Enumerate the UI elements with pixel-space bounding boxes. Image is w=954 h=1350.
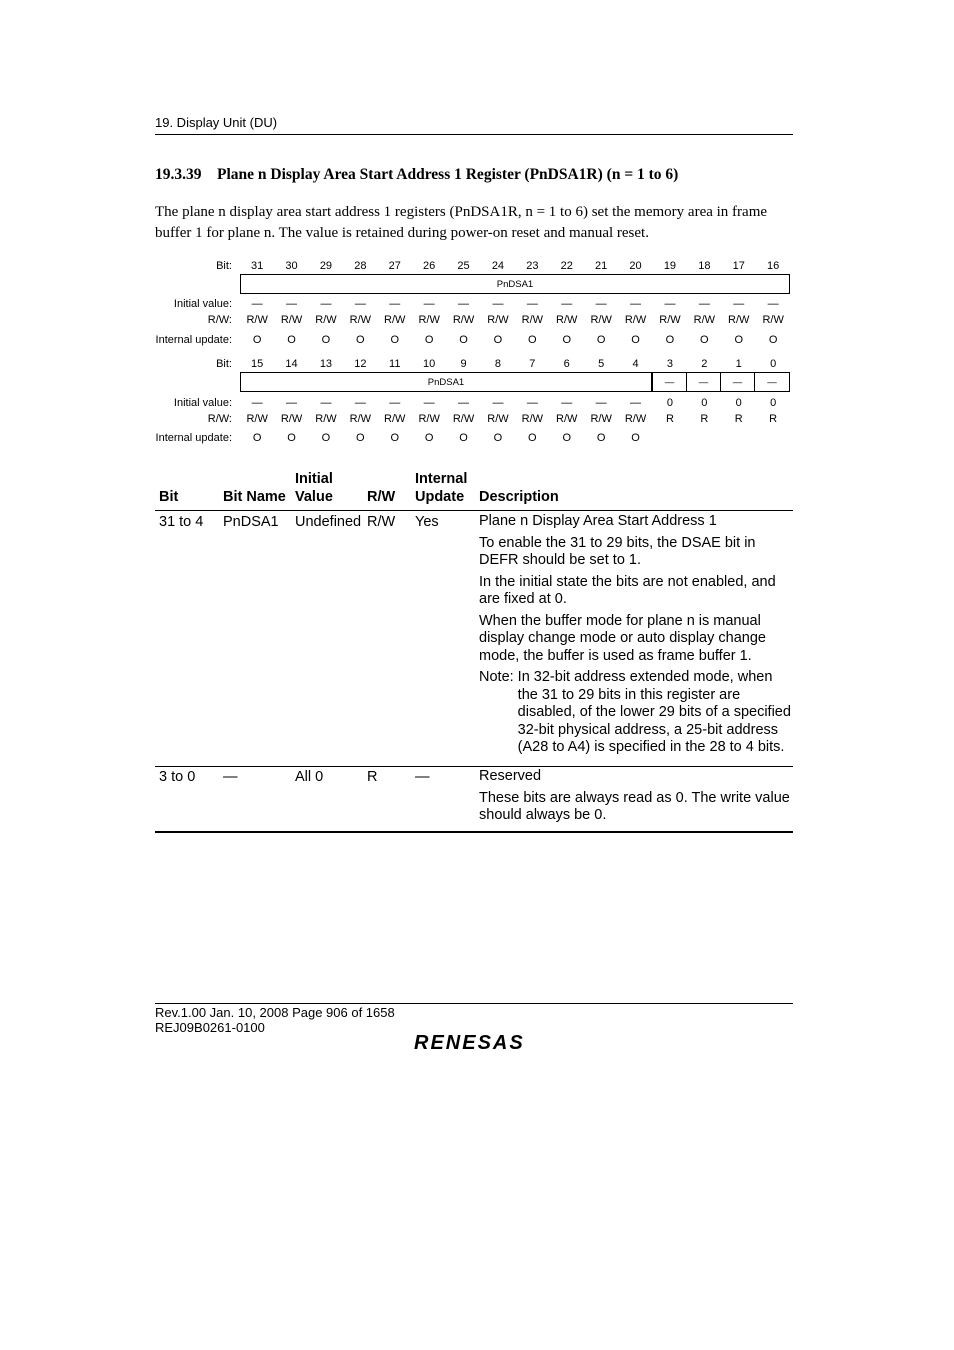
initial-value: — [423, 298, 435, 310]
rw-value: R [769, 413, 778, 425]
desc-text: These bits are always read as 0. The write value should always be 0. [479, 789, 790, 823]
row-initial-value: Undefined [295, 514, 362, 530]
bit-number: 8 [494, 358, 501, 370]
row-initial-value: All 0 [295, 769, 324, 785]
update-flag: O [459, 334, 468, 346]
rw-value: R/W [556, 314, 578, 326]
update-flag: O [356, 334, 365, 346]
note-label: Note: [479, 669, 514, 685]
update-flag: O [424, 334, 434, 346]
bit-number: 23 [526, 260, 539, 272]
initial-label: Initial value: [173, 298, 232, 310]
bit-number: 3 [666, 358, 673, 370]
lower-field-box [240, 372, 652, 392]
bit-number: 21 [595, 260, 608, 272]
initial-value: — [423, 397, 435, 409]
update-flag: O [528, 334, 537, 346]
bit-number: 5 [598, 358, 605, 370]
update-flag: O [252, 432, 262, 444]
row-rule [155, 766, 793, 767]
rw-value: R/W [693, 314, 716, 326]
reserved-mark: — [732, 376, 743, 388]
update-flag: O [287, 334, 296, 346]
bit-number: 12 [354, 358, 367, 370]
desc-text: In the initial state the bits are not enabled, and are fixed at 0. [479, 573, 776, 607]
rw-value: R/W [452, 413, 475, 425]
reserved-bit-box [652, 372, 687, 392]
bit-label: Bit: [216, 260, 232, 272]
initial-value: — [561, 298, 573, 310]
update-flag: O [562, 334, 572, 346]
bit-label: Bit: [216, 358, 232, 370]
bit-number: 2 [701, 358, 708, 370]
rw-value: R/W [384, 314, 406, 326]
initial-value: — [630, 298, 642, 310]
initial-value: — [595, 298, 607, 310]
update-label: Internal update: [155, 334, 232, 346]
rw-label: R/W: [207, 314, 232, 326]
initial-value: — [354, 397, 366, 409]
reserved-bit-box [686, 372, 721, 392]
bit-number: 7 [529, 358, 536, 370]
update-flag: O [562, 432, 572, 444]
bit-number: 27 [388, 260, 401, 272]
update-flag: O [596, 334, 606, 346]
rw-value: R/W [349, 413, 372, 425]
note-text: In 32-bit address extended mode, when the 31 to 29 bits in this register are disabled, of the lower 29 bits of a specified 32-bit physical address, a 25-bit address (A28 to A4) is specified in the 28 to 4 bits. [517, 669, 791, 755]
footer-revision: Rev.1.00 Jan. 10, 2008 Page 906 of 1658 [155, 1005, 395, 1020]
row-rw: R [367, 769, 378, 785]
reserved-mark: — [664, 376, 675, 388]
update-flag: O [321, 334, 331, 346]
intro-paragraph: The plane n display area start address 1 registers (PnDSA1R, n = 1 to 6) set the memory area in frame buffer 1 for plane n. The value is retained during power-on reset and manual reset. [155, 204, 768, 241]
initial-value: — [733, 298, 745, 310]
rw-value: R [734, 413, 743, 425]
initial-value: — [354, 298, 366, 310]
bit-number: 15 [251, 358, 264, 370]
initial-value: 0 [666, 397, 673, 409]
rw-value: R/W [590, 413, 612, 425]
header-bit: Bit [159, 489, 179, 505]
initial-value: — [526, 397, 538, 409]
rw-value: R/W [624, 413, 647, 425]
update-flag: O [631, 334, 640, 346]
row-internal-update: — [415, 769, 430, 785]
initial-value: — [320, 298, 332, 310]
desc-note [479, 669, 793, 757]
update-flag: O [390, 432, 400, 444]
initial-value: — [320, 397, 332, 409]
update-flag: O [665, 334, 675, 346]
bit-number: 17 [732, 260, 745, 272]
row-rw: R/W [367, 514, 396, 530]
header-bit-name: Bit Name [223, 489, 286, 505]
header-rule [155, 134, 793, 135]
initial-value: — [664, 298, 676, 310]
row-description [479, 513, 793, 757]
initial-value: — [389, 298, 401, 310]
bit-number: 11 [389, 358, 401, 370]
update-flag: O [596, 432, 606, 444]
update-flag: O [459, 432, 468, 444]
header-internal: Internal [415, 471, 468, 487]
update-flag: O [528, 432, 537, 444]
reserved-bit-box [754, 372, 790, 392]
desc-title: Reserved [479, 768, 542, 784]
reserved-mark: — [767, 376, 777, 388]
desc-title: Plane n Display Area Start Address 1 [479, 513, 717, 529]
renesas-logo: RENESAS [414, 1032, 525, 1054]
rw-value: R [665, 413, 674, 425]
rw-value: R [700, 413, 709, 425]
running-header: 19. Display Unit (DU) [155, 115, 278, 130]
reserved-bit-box [720, 372, 755, 392]
rw-value: R/W [384, 413, 406, 425]
bit-number: 0 [770, 358, 777, 370]
row-bit-name: — [223, 769, 238, 785]
initial-value: — [251, 298, 263, 310]
initial-value: — [595, 397, 607, 409]
row-bit: 31 to 4 [159, 514, 204, 530]
bit-number: 10 [423, 358, 436, 370]
initial-value: — [458, 298, 470, 310]
update-flag: O [493, 334, 503, 346]
bit-number: 25 [457, 260, 470, 272]
bit-number: 31 [251, 260, 264, 272]
rw-value: R/W [280, 314, 303, 326]
header-rw: R/W [367, 489, 396, 505]
rw-value: R/W [246, 314, 268, 326]
header-value: Value [295, 489, 333, 505]
rw-value: R/W [521, 314, 544, 326]
rw-label: R/W: [207, 413, 232, 425]
footer-doc-number: REJ09B0261-0100 [155, 1020, 265, 1035]
initial-label: Initial value: [173, 397, 232, 409]
rw-value: R/W [315, 413, 337, 425]
initial-value: 0 [701, 397, 708, 409]
update-flag: O [356, 432, 365, 444]
upper-field-box [240, 274, 790, 294]
rw-value: R/W [315, 314, 337, 326]
desc-text: To enable the 31 to 29 bits, the DSAE bit in DEFR should be set to 1. [479, 534, 756, 568]
bit-table [155, 462, 793, 834]
rw-value: R/W [487, 413, 509, 425]
initial-value: — [492, 397, 504, 409]
header-rule [155, 510, 793, 511]
row-internal-update: Yes [415, 514, 439, 530]
bit-number: 4 [632, 358, 639, 370]
rw-value: R/W [246, 413, 268, 425]
rw-value: R/W [624, 314, 647, 326]
update-flag: O [768, 334, 778, 346]
rw-value: R/W [521, 413, 544, 425]
update-flag: O [631, 432, 640, 444]
initial-value: — [286, 298, 298, 310]
bit-number: 6 [563, 358, 570, 370]
bit-number: 22 [560, 260, 573, 272]
rw-value: R/W [556, 413, 578, 425]
rw-value: R/W [418, 413, 440, 425]
bit-number: 13 [319, 358, 333, 370]
update-flag: O [321, 432, 331, 444]
bit-number: 20 [629, 260, 642, 272]
update-flag: O [424, 432, 434, 444]
section-title: 19.3.39 Plane n Display Area Start Address 1 Register (PnDSA1R) (n = 1 to 6) [155, 166, 679, 183]
update-label: Internal update: [155, 432, 232, 444]
initial-value: — [458, 397, 470, 409]
bit-number: 18 [698, 260, 711, 272]
rw-value: R/W [418, 314, 440, 326]
header-description: Description [479, 489, 559, 505]
footer-rule [155, 1003, 793, 1004]
initial-value: 0 [735, 397, 742, 409]
rw-value: R/W [762, 314, 784, 326]
initial-value: 0 [770, 397, 777, 409]
bit-number: 30 [285, 260, 298, 272]
initial-value: — [389, 397, 401, 409]
initial-value: — [492, 298, 504, 310]
register-diagram [150, 258, 800, 448]
table-bottom-rule [155, 831, 793, 833]
update-flag: O [390, 334, 400, 346]
initial-value: — [526, 298, 538, 310]
rw-value: R/W [349, 314, 372, 326]
header-update: Update [415, 489, 465, 505]
bit-number: 14 [285, 358, 298, 370]
update-flag: O [252, 334, 262, 346]
initial-value: — [286, 397, 298, 409]
bit-number: 9 [460, 358, 467, 370]
update-flag: O [287, 432, 296, 444]
update-flag: O [493, 432, 503, 444]
bit-number: 16 [767, 260, 780, 272]
bit-number: 19 [663, 260, 677, 272]
update-flag: O [700, 334, 709, 346]
upper-field-name: PnDSA1 [496, 278, 534, 290]
lower-field-name: PnDSA1 [427, 376, 465, 388]
desc-text: When the buffer mode for plane n is manual display change mode or auto display change mode, the buffer is used as frame buffer 1. [479, 612, 766, 664]
bit-number: 24 [491, 260, 505, 272]
rw-value: R/W [280, 413, 303, 425]
row-description [479, 768, 793, 829]
rw-value: R/W [659, 314, 681, 326]
reserved-mark: — [698, 376, 709, 388]
bit-number: 26 [423, 260, 436, 272]
rw-value: R/W [728, 314, 750, 326]
rw-value: R/W [487, 314, 509, 326]
header-initial: Initial [295, 471, 333, 487]
bit-number: 29 [319, 260, 333, 272]
update-flag: O [734, 334, 744, 346]
bit-number: 28 [354, 260, 367, 272]
rw-value: R/W [452, 314, 475, 326]
rw-value: R/W [590, 314, 612, 326]
initial-value: — [251, 397, 263, 409]
bit-number: 1 [735, 358, 742, 370]
row-bit-name: PnDSA1 [223, 514, 279, 530]
initial-value: — [630, 397, 642, 409]
initial-value: — [561, 397, 573, 409]
row-bit: 3 to 0 [159, 769, 196, 785]
initial-value: — [767, 298, 779, 310]
initial-value: — [698, 298, 710, 310]
